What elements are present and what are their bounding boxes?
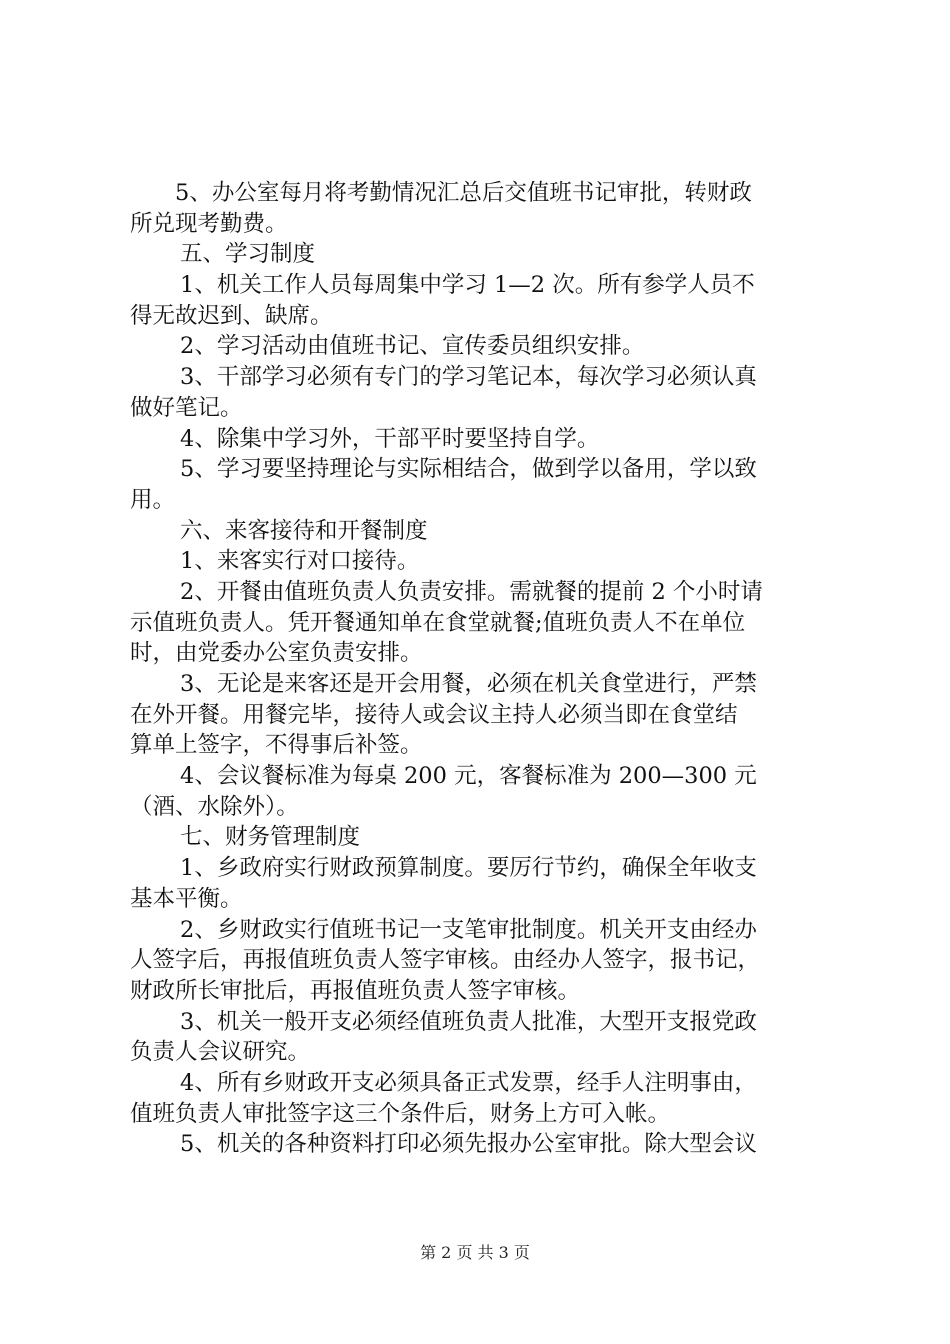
paragraph-line: 3、干部学习必须有专门的学习笔记本，每次学习必须认真 bbox=[180, 364, 757, 391]
paragraph-line: 5、办公室每月将考勤情况汇总后交值班书记审批，转财政 bbox=[175, 180, 752, 206]
paragraph-line: 所兑现考勤费。 bbox=[130, 210, 288, 237]
paragraph-line: 时，由党委办公室负责安排。 bbox=[130, 640, 423, 667]
paragraph-line: 4、除集中学习外，干部平时要坚持自学。 bbox=[180, 425, 600, 452]
paragraph-line: 2、学习活动由值班书记、宣传委员组织安排。 bbox=[180, 333, 645, 360]
paragraph-line: 3、无论是来客还是开会用餐，必须在机关食堂进行，严禁 bbox=[180, 671, 757, 697]
section-heading: 七、财务管理制度 bbox=[180, 824, 361, 851]
paragraph-line: 人签字后，再报值班负责人签字审核。由经办人签字，报书记， bbox=[130, 947, 761, 974]
paragraph-line: 基本平衡。 bbox=[130, 885, 243, 912]
section-heading: 六、来客接待和开餐制度 bbox=[180, 517, 428, 544]
document-body bbox=[130, 178, 835, 1160]
paragraph-line: 财政所长审批后，再报值班负责人签字审核。 bbox=[130, 977, 581, 1004]
paragraph-line: 1、机关工作人员每周集中学习 1—2 次。所有参学人员不 bbox=[180, 272, 755, 299]
page-number-footer: 第 2 页 共 3 页 bbox=[420, 1243, 530, 1262]
paragraph-line: 3、机关一般开支必须经值班负责人批准，大型开支报党政 bbox=[180, 1008, 757, 1035]
paragraph-line: （酒、水除外）。 bbox=[130, 793, 299, 820]
paragraph-line: 5、学习要坚持理论与实际相结合，做到学以备用，学以致 bbox=[180, 456, 757, 483]
paragraph-line: 5、机关的各种资料打印必须先报办公室审批。除大型会议 bbox=[180, 1131, 757, 1158]
paragraph-line: 用。 bbox=[130, 486, 176, 513]
paragraph-line: 在外开餐。用餐完毕，接待人或会议主持人必须当即在食堂结 bbox=[130, 701, 738, 728]
paragraph-line: 算单上签字，不得事后补签。 bbox=[130, 732, 423, 759]
paragraph-line: 得无故迟到、缺席。 bbox=[130, 302, 333, 329]
paragraph-line: 2、开餐由值班负责人负责安排。需就餐的提前 2 个小时请 bbox=[180, 578, 763, 605]
paragraph-line: 2、乡财政实行值班书记一支笔审批制度。机关开支由经办 bbox=[180, 916, 757, 943]
paragraph-line: 负责人会议研究。 bbox=[130, 1039, 311, 1066]
paragraph-line: 1、来客实行对口接待。 bbox=[180, 548, 420, 575]
paragraph-line: 示值班负责人。凭开餐通知单在食堂就餐;值班负责人不在单位 bbox=[130, 609, 746, 636]
paragraph-line: 值班负责人审批签字这三个条件后，财务上方可入帐。 bbox=[130, 1100, 671, 1127]
paragraph-line: 4、会议餐标准为每桌 200 元，客餐标准为 200—300 元 bbox=[180, 763, 757, 790]
paragraph-line: 做好笔记。 bbox=[130, 394, 243, 421]
paragraph-line: 1、乡政府实行财政预算制度。要厉行节约，确保全年收支 bbox=[180, 855, 757, 882]
section-heading: 五、学习制度 bbox=[180, 241, 316, 268]
paragraph-line: 4、所有乡财政开支必须具备正式发票，经手人注明事由， bbox=[180, 1069, 757, 1096]
